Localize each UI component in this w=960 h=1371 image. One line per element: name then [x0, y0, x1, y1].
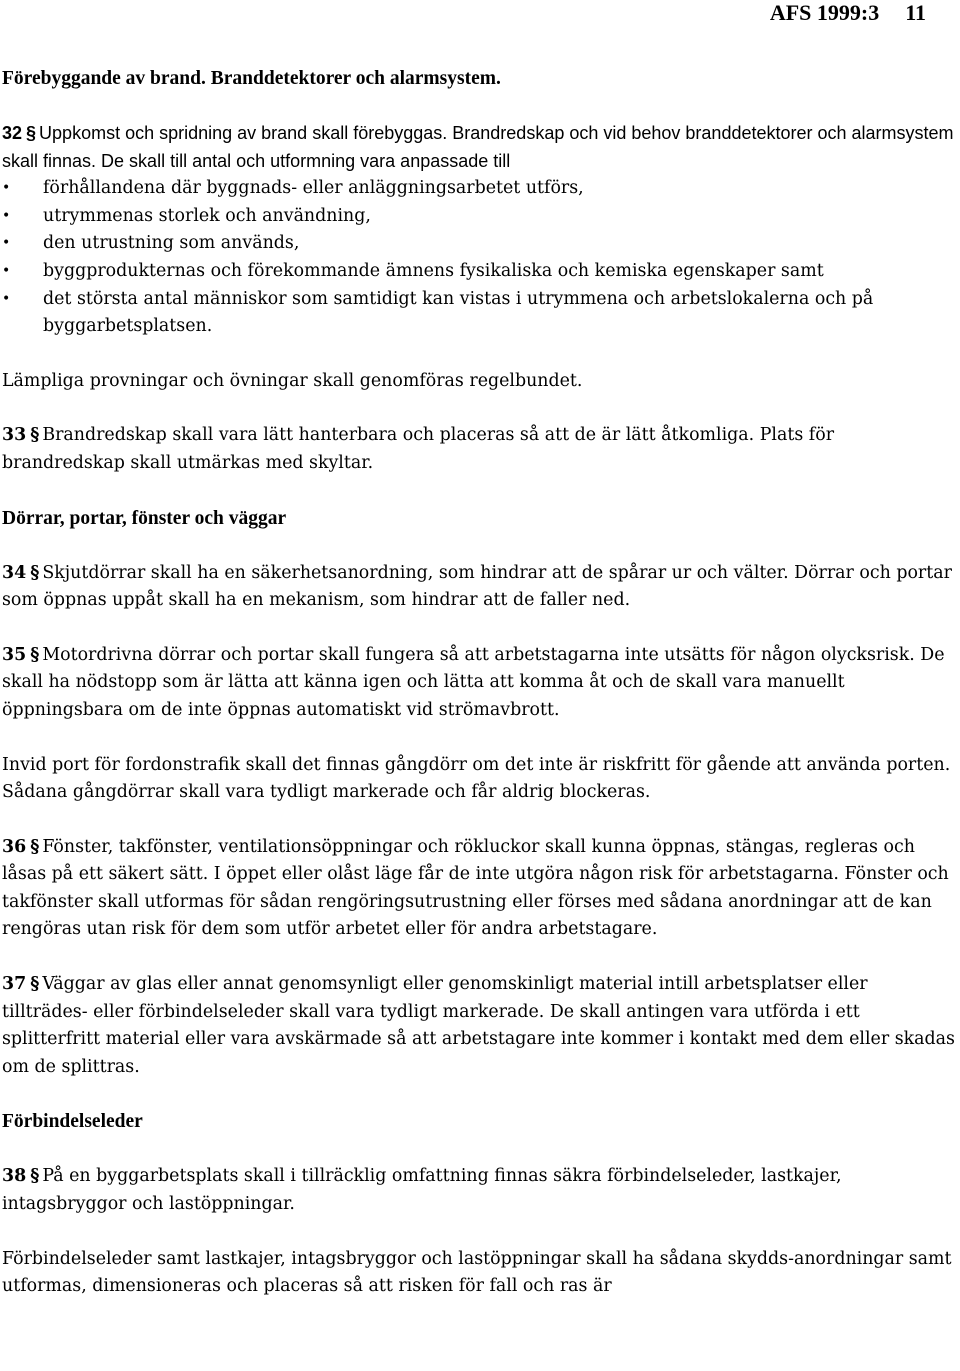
list-item: • utrymmenas storlek och användning,: [2, 203, 958, 231]
section-sign: §: [30, 974, 40, 995]
paragraph-drills: Lämpliga provningar och övningar skall genomföras regelbundet.: [2, 370, 583, 391]
section-sign: §: [30, 1166, 40, 1187]
paragraph-text: Fönster, takfönster, ventilationsöppningar och rökluckor skall kunna öppnas, stängas, regleras och låsas på ett säkert sätt. I öppet eller olåst läge får de inte utgöra någon risk för arbetstagarna. Fönster och takfönster skall utformas för sådan rengöringsutrustning eller förses med sådana anordningar att de kan rengöras utan risk för dem som utför arbetet eller för andra arbetstagare.: [2, 836, 949, 940]
paragraph-number: 35: [2, 644, 27, 665]
section-heading-routes: Förbindelseleder: [2, 1111, 143, 1133]
list-item: • förhållandena där byggnads- eller anläggningsarbetet utförs,: [2, 175, 958, 203]
running-header: [770, 0, 926, 26]
section-sign: §: [30, 644, 40, 665]
paragraph-number: 38: [2, 1166, 27, 1187]
section-heading-doors: Dörrar, portar, fönster och väggar: [2, 507, 287, 529]
list-item: • den utrustning som används,: [2, 230, 958, 258]
paragraph-text: Motordrivna dörrar och portar skall fungera så att arbetstagarna inte utsätts för någon olycksrisk. De skall ha nödstopp som är lätta att känna igen och lätta att komma åt och de skall vara manuellt öppningsbara om de inte öppnas automatiskt vid strömavbrott.: [2, 644, 945, 720]
requirements-list: [2, 175, 958, 341]
section-sign: §: [30, 836, 40, 857]
bullet-icon: •: [2, 180, 11, 197]
bullet-icon: •: [2, 262, 11, 279]
section-sign: §: [30, 425, 40, 446]
paragraph-36: [2, 834, 958, 944]
section-sign: §: [30, 562, 40, 583]
paragraph-text: Brandredskap skall vara lätt hanterbara och placeras så att de är lätt åtkomliga. Plats för brandredskap skall utmärkas med skyltar.: [2, 425, 835, 473]
paragraph-38: [2, 1163, 958, 1218]
paragraph-text: Skjutdörrar skall ha en säkerhetsanordning, som hindrar att de spårar ur och välter. Dörrar och portar som öppnas uppåt skall ha en mekanism, som hindrar att de faller ned.: [2, 562, 952, 611]
document-id: AFS 1999:3: [769, 0, 880, 25]
bullet-icon: •: [2, 207, 11, 224]
paragraph-35: [2, 642, 958, 725]
paragraph-32: [2, 120, 958, 175]
paragraph-37: [2, 971, 958, 1081]
paragraph-35-continued: Invid port för fordonstrafik skall det finnas gångdörr om det inte är riskfritt för gående att använda porten. Sådana gångdörrar skall vara tydligt markerade och får aldrig blockeras.: [2, 754, 951, 803]
paragraph-number: 32: [2, 123, 23, 143]
paragraph-number: 37: [2, 974, 27, 995]
page-number: 11: [905, 0, 926, 25]
bullet-icon: •: [2, 235, 11, 252]
bullet-icon: •: [2, 290, 11, 307]
paragraph-38-continued: Förbindelseleder samt lastkajer, intagsbryggor och lastöppningar skall ha sådana skydds-anordningar samt utformas, dimensioneras och placeras så att risken för fall och ras är: [2, 1248, 952, 1297]
section-sign: §: [26, 123, 37, 143]
list-item: • det största antal människor som samtidigt kan vistas i utrymmena och arbetslokalerna och på byggarbetsplatsen.: [2, 286, 958, 341]
paragraph-text: På en byggarbetsplats skall i tillräcklig omfattning finnas säkra förbindelseleder, lastkajer, intagsbryggor och lastöppningar.: [2, 1166, 842, 1215]
paragraph-number: 33: [2, 425, 27, 446]
paragraph-text: Väggar av glas eller annat genomsynligt eller genomskinligt material intill arbetsplatser eller tillträdes- eller förbindelseleder skall vara tydligt markerade. De skall antingen vara utförda i ett splitterfritt material eller vara avskärmade så att arbetstagare inte kommer i kontakt med dem eller skadas om de splittras.: [2, 974, 955, 1077]
paragraph-number: 34: [2, 562, 27, 583]
paragraph-number: 36: [2, 836, 27, 857]
paragraph-text: Uppkomst och spridning av brand skall förebyggas. Brandredskap och vid behov branddetektorer och alarmsystem skall finnas. De skall till antal och utformning vara anpassade till: [2, 123, 954, 171]
paragraph-34: [2, 560, 958, 615]
list-item: • byggprodukternas och förekommande ämnens fysikaliska och kemiska egenskaper samt: [2, 258, 958, 286]
paragraph-33: [2, 422, 958, 477]
section-heading-fire: Förebyggande av brand. Branddetektorer och alarmsystem.: [2, 68, 501, 89]
document-body: [2, 65, 958, 1328]
